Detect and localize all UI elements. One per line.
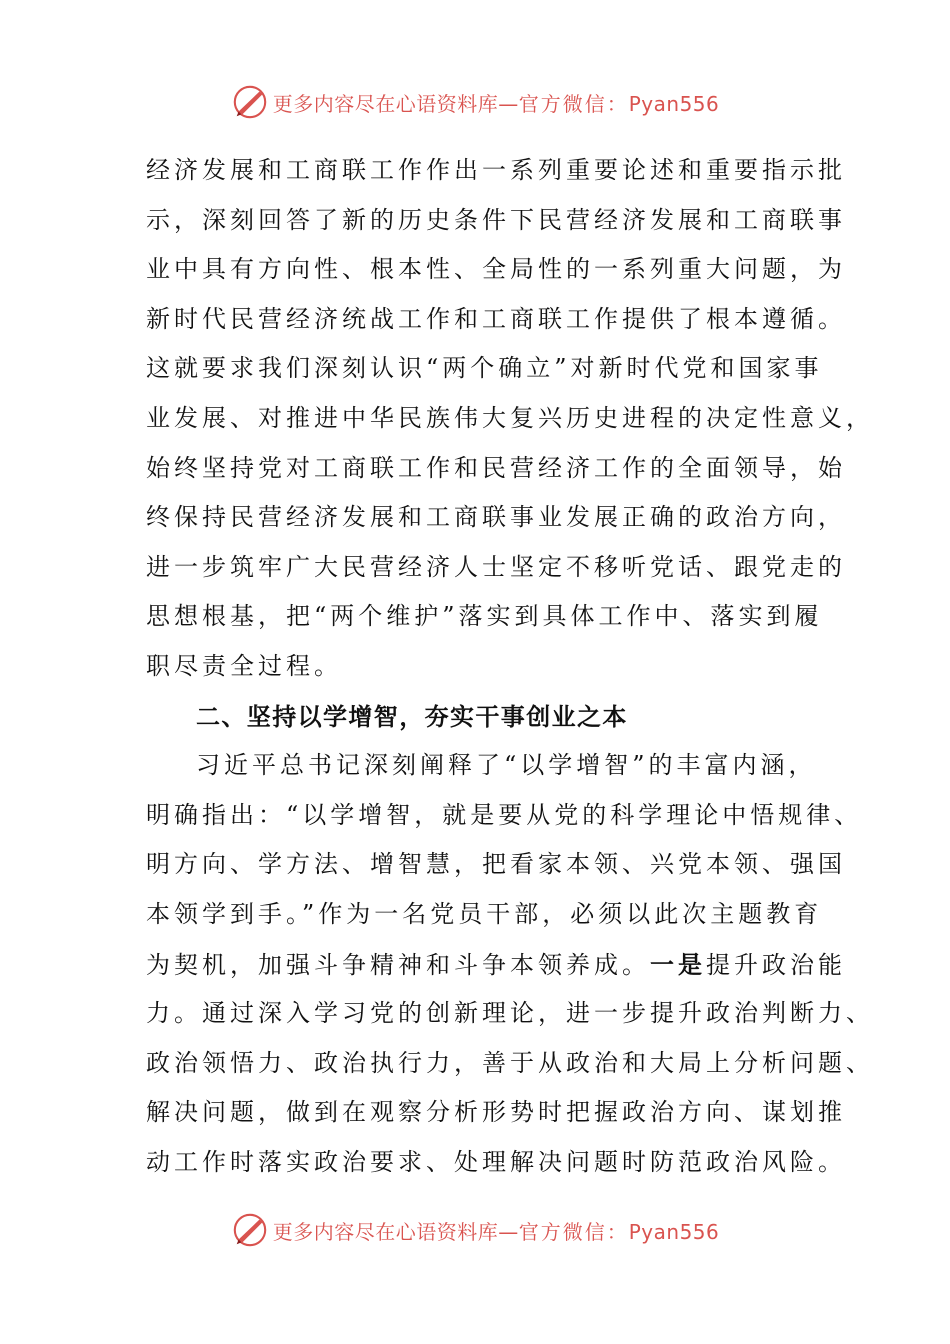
watermark-text: 更多内容尽在心语资料库—官方微信：Pyan556 [272, 1219, 720, 1244]
text-line: 业发展、对推进中华民族伟大复兴历史进程的决定性意义， [146, 403, 874, 432]
text-segment: 提升政治能 [706, 950, 846, 979]
watermark-banner-bottom [0, 1208, 950, 1252]
text-line: 动工作时落实政治要求、处理解决问题时防范政治风险。 [146, 1147, 846, 1176]
text-line: 明确指出：“以学增智，就是要从党的科学理论中悟规律、 [146, 800, 863, 829]
text-line: 解决问题，做到在观察分析形势时把握政治方向、谋划推 [146, 1098, 846, 1127]
watermark-text: 更多内容尽在心语资料库—官方微信：Pyan556 [272, 91, 720, 116]
text-line: 明方向、学方法、增智慧，把看家本领、兴党本领、强国 [146, 850, 846, 879]
text-line-mixed [146, 940, 846, 990]
text-line: 业中具有方向性、根本性、全局性的一系列重大问题，为 [146, 255, 846, 284]
section-heading: 二、坚持以学增智，夯实干事创业之本 [196, 701, 628, 731]
watermark-banner-top [0, 80, 950, 124]
text-segment: 为契机，加强斗争精神和斗争本领养成。 [146, 950, 650, 979]
text-line: 始终坚持党对工商联工作和民营经济工作的全面领导，始 [146, 453, 846, 482]
emphasis-text: 一是 [650, 949, 706, 979]
text-line: 经济发展和工商联工作作出一系列重要论述和重要指示批 [146, 156, 846, 184]
pen-logo-icon [231, 1211, 269, 1249]
text-line: 示，深刻回答了新的历史条件下民营经济发展和工商联事 [146, 205, 846, 234]
text-line: 职尽责全过程。 [146, 651, 342, 680]
text-line: 思想根基，把“两个维护”落实到具体工作中、落实到履 [146, 602, 823, 631]
text-line: 这就要求我们深刻认识“两个确立”对新时代党和国家事 [146, 354, 823, 383]
text-line: 本领学到手。”作为一名党员干部，必须以此次主题教育 [146, 899, 823, 928]
document-body [146, 146, 874, 1187]
text-line: 力。通过深入学习党的创新理论，进一步提升政治判断力、 [146, 999, 874, 1028]
text-line: 政治领悟力、政治执行力，善于从政治和大局上分析问题、 [146, 1048, 874, 1077]
pen-logo-icon [231, 83, 269, 121]
text-line: 新时代民营经济统战工作和工商联工作提供了根本遵循。 [146, 304, 846, 333]
text-line: 终保持民营经济发展和工商联事业发展正确的政治方向， [146, 503, 846, 532]
text-line: 习近平总书记深刻阐释了“以学增智”的丰富内涵， [196, 751, 817, 780]
text-line: 进一步筑牢广大民营经济人士坚定不移听党话、跟党走的 [146, 552, 846, 581]
